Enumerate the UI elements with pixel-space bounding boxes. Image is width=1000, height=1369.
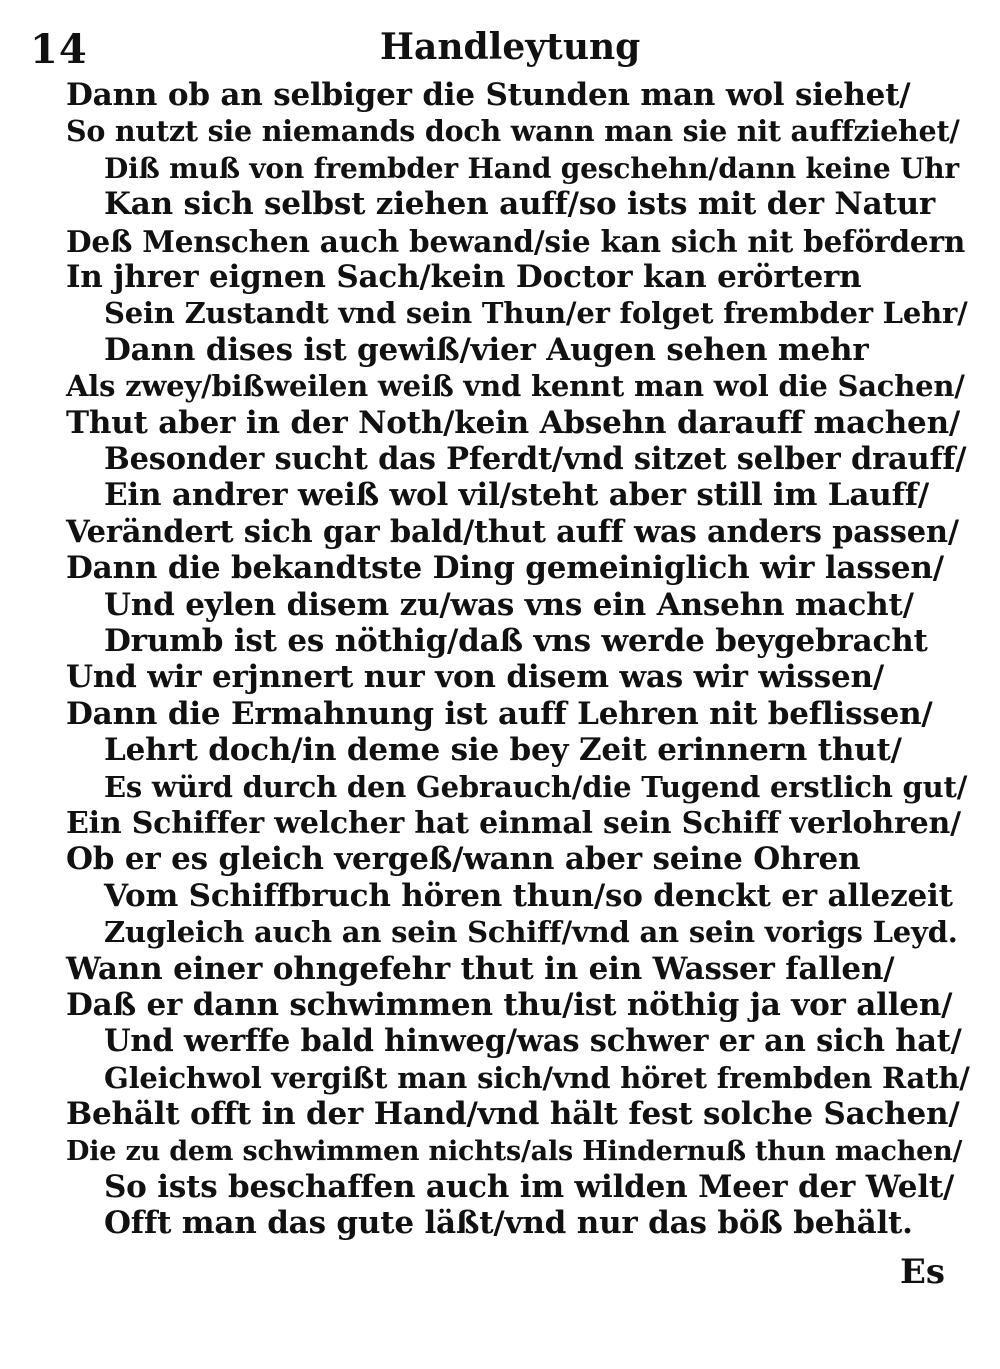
verse-line: Und eylen disem zu/was vns ein Ansehn macht/ [104,586,914,623]
verse-line: Lehrt doch/in deme sie bey Zeit erinnern thut/ [104,732,902,769]
verse-line: Als zwey/bißweilen weiß vnd kennt man wol die Sachen/ [66,369,965,404]
verse-line: Ein andrer weiß wol vil/steht aber still im Lauff/ [104,477,930,514]
verse-line: Ob er es gleich vergeß/wann aber seine Ohren [66,841,861,878]
verse-line: Und werffe bald hinweg/was schwer er an sich hat/ [104,1023,962,1060]
verse-line: Vom Schiffbruch hören thun/so denckt er allezeit [104,877,953,914]
catchword: Es [900,1252,946,1292]
verse-line: Verändert sich gar bald/thut auff was anders passen/ [66,513,959,550]
verse-line: Ein Schiffer welcher hat einmal sein Schiff verlohren/ [66,806,961,841]
verse-line: Thut aber in der Noth/kein Absehn darauff machen/ [66,404,961,441]
verse-line: Dann die bekandtste Ding gemeiniglich wir lassen/ [66,550,944,587]
verse-line: Es würd durch den Gebrauch/die Tugend erstlich gut/ [104,769,968,804]
verse-line: Diß muß von frembder Hand geschehn/dann keine Uhr [104,151,959,185]
verse-line: Dann dises ist gewiß/vier Augen sehen mehr [104,331,869,368]
verse-line: Dann die Ermahnung ist auff Lehren nit beflissen/ [66,695,933,732]
verse-line: So nutzt sie niemands doch wann man sie nit auffziehet/ [66,114,960,149]
verse-line: Wann einer ohngefehr thut in ein Wasser fallen/ [66,950,895,987]
verse-line: In jhrer eignen Sach/kein Doctor kan erörtern [66,259,862,295]
verse-line: So ists beschaffen auch im wilden Meer der Welt/ [104,1169,955,1205]
verse-line: Drumb ist es nöthig/daß vns werde beygebracht [104,623,928,659]
verse-line: Besonder sucht das Pferdt/vnd sitzet selber drauff/ [104,441,967,477]
verse-line: Und wir erjnnert nur von disem was wir wissen/ [66,659,884,696]
verse-line: Die zu dem schwimmen nichts/als Hindernuß thun machen/ [66,1135,963,1167]
page-number: 14 [30,26,88,73]
running-head: Handleytung [380,26,641,68]
verse-line: Gleichwol vergißt man sich/vnd höret frembden Rath/ [104,1060,970,1095]
verse-line: Sein Zustandt vnd sein Thun/er folget frembder Lehr/ [104,296,968,331]
verse-line: Zugleich auch an sein Schiff/vnd an sein vorigs Leyd. [104,915,958,950]
verse-line: Deß Menschen auch bewand/sie kan sich nit befördern [66,223,966,259]
verse-line: Kan sich selbst ziehen auff/so ists mit der Natur [104,186,936,223]
verse-line: Behält offt in der Hand/vnd hält fest solche Sachen/ [66,1096,960,1133]
verse-line: Offt man das gute läßt/vnd nur das böß behält. [104,1205,913,1242]
verse-line: Daß er dann schwimmen thu/ist nöthig ja vor allen/ [66,987,953,1023]
verse-line: Dann ob an selbiger die Stunden man wol siehet/ [66,77,911,113]
